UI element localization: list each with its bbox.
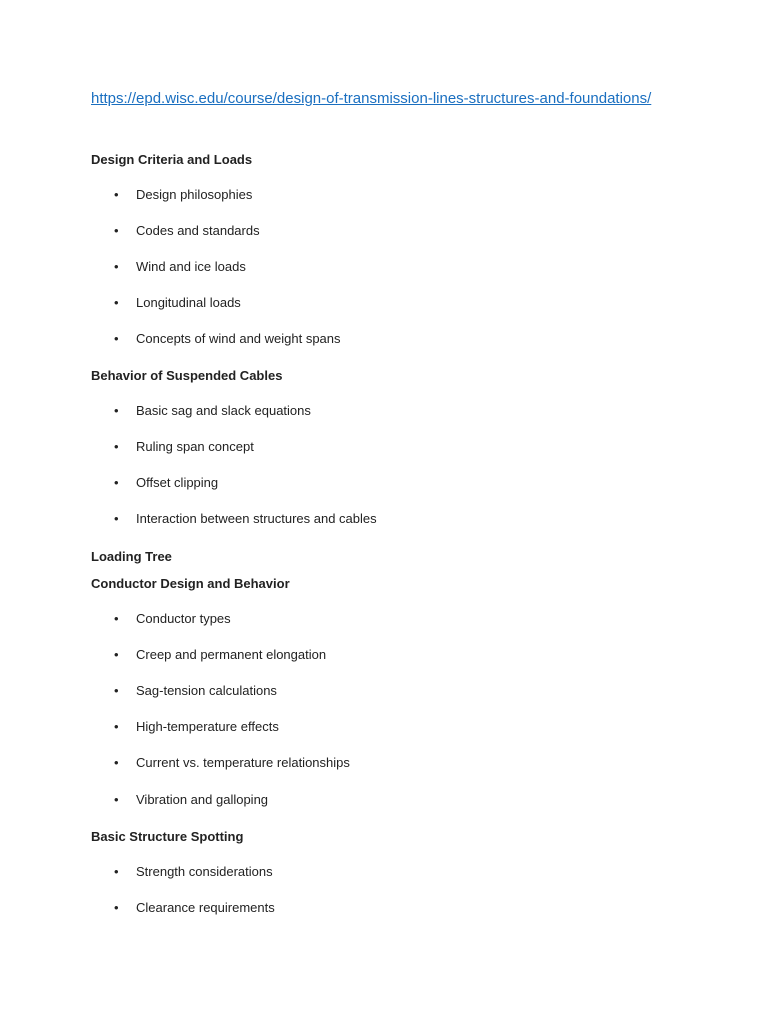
list-item (114, 439, 254, 454)
list-item (114, 331, 341, 346)
list-item (114, 719, 279, 734)
list-item-label: Codes and standards (136, 223, 260, 238)
bullet-icon: • (114, 223, 119, 238)
bullet-icon: • (114, 719, 119, 734)
bullet-icon: • (114, 475, 119, 490)
list-item-label: Conductor types (136, 611, 231, 626)
list-item-label: Ruling span concept (136, 439, 254, 454)
list-item (114, 900, 275, 915)
list-item (114, 792, 268, 807)
list-item-label: Basic sag and slack equations (136, 403, 311, 418)
list-item (114, 864, 273, 879)
list-item-label: Design philosophies (136, 187, 253, 202)
list-item (114, 223, 260, 238)
list-item-label: Current vs. temperature relationships (136, 755, 350, 770)
list-item-label: Vibration and galloping (136, 792, 269, 807)
list-item (114, 187, 252, 202)
list-item-label: Sag-tension calculations (136, 683, 277, 698)
bullet-icon: • (114, 187, 119, 202)
bullet-icon: • (114, 755, 119, 770)
list-item-label: Offset clipping (136, 475, 219, 490)
list-item (114, 511, 377, 526)
bullet-icon: • (114, 511, 119, 526)
list-item (114, 295, 241, 310)
list-item-label: Creep and permanent elongation (136, 647, 327, 662)
bullet-icon: • (114, 295, 119, 310)
section-heading-suspended-cables: Behavior of Suspended Cables (91, 368, 283, 383)
section-heading-conductor-design: Conductor Design and Behavior (91, 576, 290, 591)
list-item (114, 403, 311, 418)
bullet-icon: • (114, 611, 119, 626)
list-item (114, 259, 246, 274)
section-heading-structure-spotting: Basic Structure Spotting (91, 829, 244, 844)
list-item-label: Longitudinal loads (136, 295, 241, 310)
bullet-icon: • (114, 647, 119, 662)
bullet-icon: • (114, 259, 119, 274)
list-item-label: Concepts of wind and weight spans (136, 331, 341, 346)
course-url-link[interactable]: https://epd.wisc.edu/course/design-of-transmission-lines-structures-and-foundations/ (91, 90, 652, 107)
list-item (114, 647, 326, 662)
list-item (114, 683, 277, 698)
bullet-icon: • (114, 792, 119, 807)
bullet-icon: • (114, 403, 119, 418)
list-item (114, 475, 218, 490)
bullet-icon: • (114, 900, 119, 915)
section-heading-loading-tree: Loading Tree (91, 549, 172, 564)
bullet-icon: • (114, 683, 119, 698)
list-item (114, 755, 350, 770)
list-item-label: High-temperature effects (136, 719, 279, 734)
list-item-label: Strength considerations (136, 864, 273, 879)
list-item-label: Interaction between structures and cables (136, 511, 377, 526)
bullet-icon: • (114, 439, 119, 454)
bullet-icon: • (114, 864, 119, 879)
bullet-icon: • (114, 331, 119, 346)
list-item-label: Wind and ice loads (136, 259, 246, 274)
list-item-label: Clearance requirements (136, 900, 275, 915)
section-heading-design-criteria: Design Criteria and Loads (91, 152, 253, 167)
list-item (114, 611, 231, 626)
